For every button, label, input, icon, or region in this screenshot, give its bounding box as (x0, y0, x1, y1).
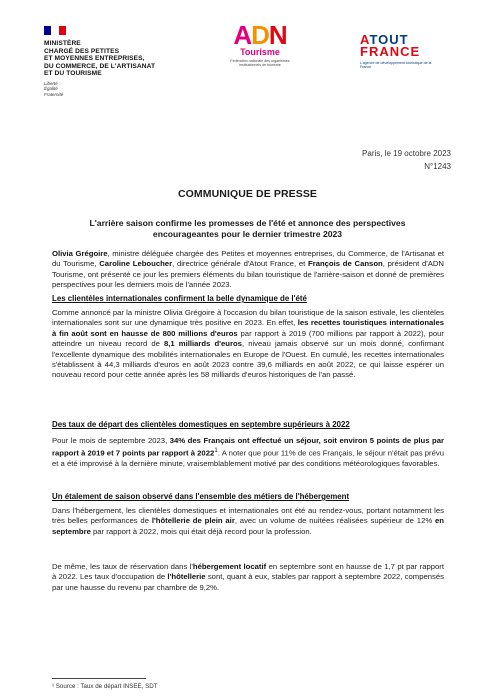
af-line-1: ATOUT (360, 32, 409, 47)
ministry-logo (44, 26, 164, 97)
domestic-paragraph: Pour le mois de septembre 2023, 34% des Français ont effectué un séjour, soit environ 5 points de plus par rapport à 2019 et 7 points par rapport à 2022$^1$. A noter que pour 11% de ces Français, le séjour n'était pas prévu et a été improvisé à la dernière minute, vraisemblablement motivé par des conditions météorologiques favorables. (52, 436, 444, 469)
af-tagline: L'agence de développement touristique de la France (360, 61, 432, 70)
release-number: N°1243 (424, 162, 451, 171)
french-flag-icon (44, 26, 66, 35)
international-paragraph: Comme annoncé par la ministre Olivia Grégoire à l'occasion du bilan touristique de la saison estivale, les clientèles internationales sont sur une dynamique très positive en 2023. En effet, les recettes touristiques internationales à fin août sont en hausse de 800 millions d'euros par rapport à 2019 (700 millions par rapport à 2022), pour atteindre un niveau record de 8,1 milliards d'euros, niveau jamais observé sur un mois donné, confirmant l'excellente dynamique des mobilités internationales en Europe de l'Ouest. En cumulé, les recettes internationales s'établissent à 44,3 milliards d'euros en août 2023 contre 39,6 milliards en août 2022, ce qui laisse espérer un nouveau record pour cette année après les 58 milliards d'euros historiques de l'an passé. (52, 308, 444, 380)
atout-france-logo (360, 34, 442, 70)
af-line-2: FRANCE (360, 44, 421, 59)
adn-word: Tourisme (240, 47, 280, 57)
footnote-ref: 1 (214, 447, 218, 455)
republic-motto: Liberté Égalité Fraternité (44, 80, 64, 97)
adn-mark: ADN (233, 20, 287, 50)
flag-stripe-red (59, 26, 66, 35)
footnote-divider (52, 678, 146, 679)
accommodation-paragraph-1: Dans l'hébergement, les clientèles domestiques et internationales ont été au rendez-vous, portant notamment les très belles performances de l'hôtellerie de plein air, avec un volume de nuitées réalisées supérieur de 12% en septembre par rapport à 2022, mois qui était déjà record pour la profession. (52, 506, 445, 536)
flag-stripe-white (51, 26, 58, 35)
section-heading-accommodation: Un étalement de saison observé dans l'ensemble des métiers de l'hébergement (52, 492, 350, 501)
accommodation-paragraph-2: De même, les taux de réservation dans l'hébergement locatif en septembre sont en hausse de 1,7 pt par rapport à 2022. Les taux d'occupation de l'hôtellerie sont, quant à eux, stables par rapport à septembre 2022, compensés par une hausse du revenu par chambre de 9,2%. (52, 562, 445, 592)
flag-stripe-blue (44, 26, 51, 35)
document-subtitle: L'arrière saison confirme les promesses de l'été et annonce des perspectives encourageantes pour le dernier trimestre 2023 (89, 218, 406, 239)
footnote: ¹ Source : Taux de départ INSEE, SDT (52, 683, 158, 690)
intro-paragraph: Olivia Grégoire, ministre déléguée chargée des Petites et moyennes entreprises, du Commerce, de l'Artisanat et du Tourisme, Caroline Leboucher, directrice générale d'Atout France, et François de Canson, président d'ADN Tourisme, ont présenté ce jour les premiers éléments du bilan touristique de l'arrière-saison et donné de premières perspectives pour les derniers mois de l'année 2023. (52, 249, 444, 290)
ministry-name: MINISTÈRE CHARGÉ DES PETITES ET MOYENNES ENTREPRISES, DU COMMERCE, DE L'ARTISANAT ET DU TOURISME (44, 40, 156, 78)
release-date: Paris, le 19 octobre 2023 (362, 149, 451, 158)
adn-tourisme-logo (220, 22, 300, 67)
adn-tagline: Fédération nationale des organismes institutionnels de tourisme (230, 59, 290, 68)
section-heading-domestic: Des taux de départ des clientèles domestiques en septembre supérieurs à 2022 (52, 420, 350, 429)
document-title: COMMUNIQUE DE PRESSE (177, 188, 318, 200)
section-heading-international: Les clientèles internationales confirment la belle dynamique de l'été (52, 294, 307, 303)
